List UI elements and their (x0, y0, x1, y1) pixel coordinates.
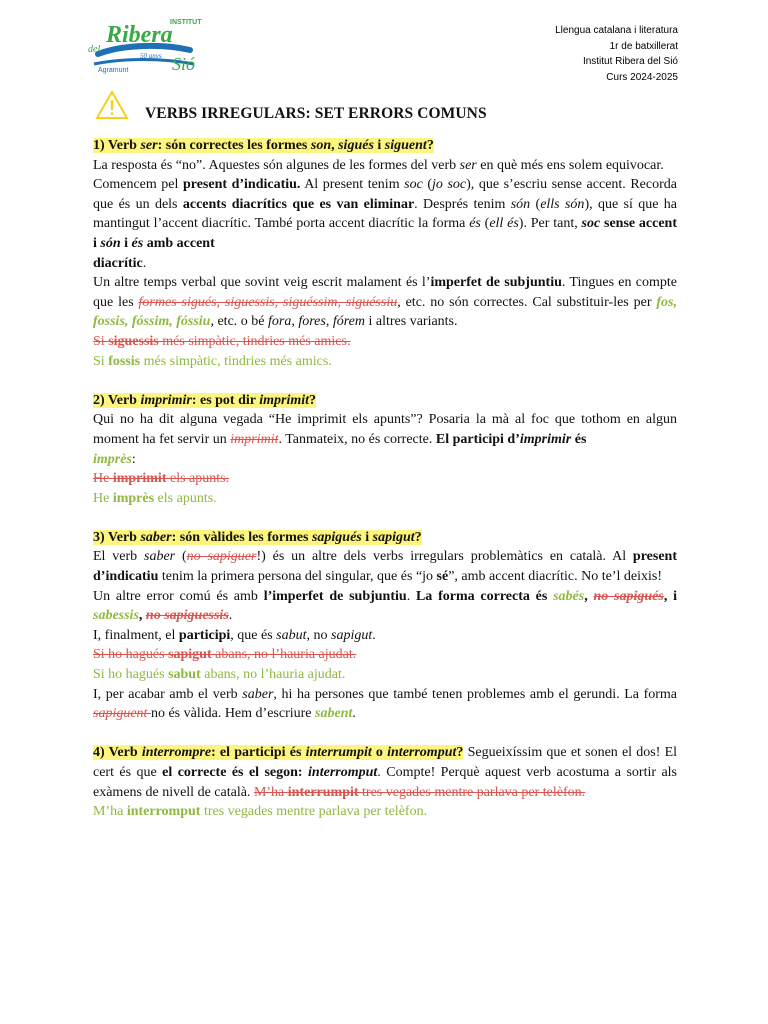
section-2-paragraph-1 (93, 410, 677, 469)
text: interrumpit (287, 784, 359, 800)
text: sabut (168, 667, 201, 683)
header-subject: Llengua catalana i literatura (555, 25, 678, 36)
correct-form: imprès (93, 451, 132, 467)
text: ell és (489, 216, 519, 232)
school-logo (84, 14, 204, 76)
text: fórem (332, 314, 365, 330)
text: interromput (308, 765, 378, 780)
text: Si (93, 353, 109, 369)
text: present d’indicatiu (93, 549, 677, 585)
text: Al present tenim (300, 177, 405, 193)
text: , etc. o bé (210, 314, 268, 330)
text: més simpàtic, tindries més amics. (158, 333, 351, 349)
text: 1) Verb (93, 138, 141, 153)
text: siguent (384, 138, 427, 153)
text: , (331, 138, 339, 153)
text: saber (242, 686, 274, 702)
text: ( (480, 216, 490, 232)
text: sapigut (168, 647, 212, 663)
wrong-form: formes sigués, siguessis, siguéssim, siguéssiu (138, 294, 398, 310)
text: El participi d’ (435, 431, 520, 447)
text: l’imperfet de subjuntiu (263, 588, 407, 604)
text: fores (298, 314, 326, 330)
header-school: Institut Ribera del Sió (582, 56, 678, 68)
text: , que és (230, 627, 277, 643)
text: els apunts. (166, 471, 230, 487)
wrong-form: no sapiguessis (145, 608, 229, 624)
section-3-correct-example (93, 665, 677, 685)
text: I, per acabar amb el verb (93, 686, 243, 702)
text: és (469, 216, 481, 232)
text: saber (144, 549, 176, 565)
section-1-paragraph-3 (93, 273, 677, 332)
document-body (93, 136, 677, 822)
correct-form: sabés (553, 588, 585, 604)
section-1-paragraph-2 (93, 175, 677, 273)
text: i (373, 138, 385, 153)
section-2-wrong-example (93, 469, 677, 489)
section-2-heading (93, 391, 677, 411)
text: , (325, 314, 333, 330)
text: . (142, 255, 147, 271)
text: , (584, 588, 594, 604)
text: . Tanmateix, no és correcte. (278, 431, 436, 447)
text: , hi ha persones que també tenen problemes amb el gerundi. La forma (273, 686, 677, 702)
text: . (406, 588, 416, 604)
section-3-wrong-example (93, 645, 677, 665)
text: i (361, 529, 373, 545)
wrong-form: sapiguent (93, 706, 151, 722)
text: són (100, 235, 121, 251)
text: imprès (112, 490, 155, 506)
section-3-paragraph-2 (93, 587, 677, 626)
text: tres vegades mentre parlava per telèfon. (200, 804, 428, 820)
text: ), que sí que ha mantingut l’accent diacrític. També porta accent diacrític la forma (93, 196, 677, 232)
section-3-paragraph-3 (93, 626, 677, 646)
text: Si (93, 333, 109, 349)
text: ? (414, 529, 422, 545)
section-3-paragraph-4 (93, 685, 677, 724)
text: Si ho hagués (93, 647, 169, 663)
logo-anys-text: 50 anys (140, 52, 162, 60)
text: Segueixíssim que et sonen el dos! El cert és que (93, 745, 678, 780)
logo-agramunt-text: Agramunt (98, 67, 129, 74)
text: Si ho hagués (93, 667, 169, 683)
text: ( (530, 196, 541, 212)
header-info (555, 23, 678, 85)
text: ? (456, 745, 464, 761)
text: . (352, 706, 356, 722)
text: He (93, 490, 113, 506)
spacer (93, 371, 677, 391)
text: tenim la primera persona del singular, que és “jo (158, 569, 437, 585)
text: . (228, 608, 233, 624)
text: 3) Verb (93, 529, 141, 545)
correct-form: sabent (315, 706, 353, 722)
text: no és vàlida. Hem d’escriure (150, 706, 316, 722)
section-1-wrong-example (93, 332, 677, 352)
text: 4) Verb (93, 745, 142, 761)
text: accents diacrítics que es van eliminar (182, 196, 415, 212)
wrong-form: imprimit (230, 431, 279, 447)
text: interromput (387, 745, 457, 761)
text: sapigut (331, 627, 373, 643)
wrong-form: no sapiguer (186, 549, 257, 565)
logo-del-text: del (88, 44, 101, 55)
text: interrompre (141, 745, 212, 761)
text: , i (663, 588, 678, 604)
text: en què més ens solem equivocar. (476, 157, 664, 173)
title-row (95, 90, 695, 124)
text: He (93, 471, 113, 487)
text: , etc. no són correctes. Cal substituir-les per (397, 294, 657, 310)
correct-form: sabessis (93, 608, 139, 624)
text: saber (140, 529, 172, 545)
text: amb accent (143, 235, 215, 251)
header-year: Curs 2024-2025 (606, 71, 678, 83)
text: sigués (338, 138, 374, 153)
logo-institut-text: INSTITUT (170, 19, 202, 26)
text: sapigut (372, 529, 415, 545)
text: : el participi és (211, 745, 306, 761)
document-title: VERBS IRREGULARS: SET ERRORS COMUNS (145, 105, 487, 122)
text: més simpàtic, tindries més amics. (140, 353, 332, 369)
text: 2) Verb (93, 392, 141, 408)
section-1-correct-example (93, 352, 677, 372)
text: ser (140, 138, 158, 153)
logo-sio-text: Sió (172, 54, 196, 74)
text: abans, no l’hauria ajudat. (211, 647, 357, 663)
text: soc (404, 177, 423, 193)
text: son (310, 138, 332, 153)
text: M’ha (93, 804, 127, 820)
text: o (371, 745, 388, 761)
text: Comencem pel (93, 177, 183, 193)
text: M’ha (253, 784, 288, 800)
text: Qui no ha dit alguna vegada “He imprimit els apunts”? Posaria la mà al foc que tothom en algun moment ha fet servir un (93, 412, 677, 447)
text: El verb (93, 549, 144, 565)
text: . Després tenim (414, 196, 511, 212)
text: ). Per tant, (518, 216, 582, 232)
text: i altres variants. (364, 314, 458, 330)
text: I, finalment, el (93, 627, 179, 643)
text: ? (309, 392, 317, 408)
text: participi (178, 627, 231, 643)
spacer (93, 724, 677, 744)
text: , (138, 608, 146, 624)
section-2-correct-example (93, 489, 677, 509)
text: !) és un altre dels verbs irregulars problemàtics en català. Al (256, 549, 633, 565)
text: Un altre temps verbal que sovint veig escrit malament és l’ (93, 275, 431, 291)
text: Un altre error comú és amb (93, 588, 264, 604)
text: . Compte! Perquè aquest verb acostuma a sortir als exàmens de nivell de català. (93, 765, 678, 800)
text: sabut (276, 627, 307, 643)
text: : són correctes les formes (157, 138, 311, 153)
text: La forma correcta és (415, 588, 554, 604)
text: fora (268, 314, 292, 330)
header-course: 1r de batxillerat (609, 40, 678, 52)
text: soc (581, 216, 601, 232)
text: jo soc (432, 177, 467, 193)
text: imprimir (519, 431, 572, 447)
text: interrumpit (305, 745, 372, 761)
text: fossis (108, 353, 141, 369)
text: : es pot dir (191, 392, 260, 408)
text: imprimit (259, 392, 310, 408)
text: siguessis (108, 333, 159, 349)
section-4-correct-example (93, 802, 677, 822)
text: sapigués (311, 529, 362, 545)
text: sé (436, 569, 449, 585)
wrong-form: no sapigués (593, 588, 664, 604)
text: ? (426, 138, 434, 153)
text: abans, no l’hauria ajudat. (200, 667, 346, 683)
text: imprimit (112, 471, 167, 487)
school-logo-graphic (84, 14, 204, 76)
text: imperfet de subjuntiu (430, 275, 562, 291)
section-4-paragraph (93, 743, 677, 802)
text: ”, amb accent diacrític. No te’l deixis! (448, 569, 663, 585)
text: sense accent i (93, 216, 678, 251)
text: són (510, 196, 531, 212)
text: , (291, 314, 299, 330)
text: i (120, 235, 132, 251)
text: tres vegades mentre parlava per telèfon. (358, 784, 586, 800)
text: interromput (126, 804, 201, 820)
text: ells són (540, 196, 585, 212)
section-1-heading (93, 136, 677, 156)
section-1-paragraph-1 (93, 156, 677, 176)
text: . Tingues en compte que les (93, 275, 677, 310)
text: ser (459, 157, 477, 173)
warning-triangle-icon (95, 90, 129, 120)
text: ( (175, 549, 187, 565)
text: ( (422, 177, 433, 193)
section-3-paragraph-1 (93, 547, 677, 586)
logo-ribera-text: Ribera (106, 22, 173, 48)
text: el correcte és el segon: (162, 765, 309, 780)
spacer (93, 508, 677, 528)
text: : (131, 451, 136, 467)
text: ), que s’escriu sense accent. Recorda que és un dels (93, 177, 677, 212)
text: . (372, 627, 376, 643)
text: imprimir (140, 392, 192, 408)
correct-form: fos, fossis, fóssim, fóssiu (93, 294, 678, 330)
text: els apunts. (154, 490, 217, 506)
section-3-heading (93, 528, 677, 548)
text: : són vàlides les formes (171, 529, 312, 545)
section-4-wrong-example (254, 785, 585, 800)
text: diacrític (93, 255, 143, 271)
text: La resposta és “no”. Aquestes són algunes de les formes del verb (93, 157, 460, 173)
text: present d’indicatiu. (182, 177, 301, 193)
text: , no (306, 627, 331, 643)
text: és (571, 431, 587, 447)
text: és (131, 235, 144, 251)
